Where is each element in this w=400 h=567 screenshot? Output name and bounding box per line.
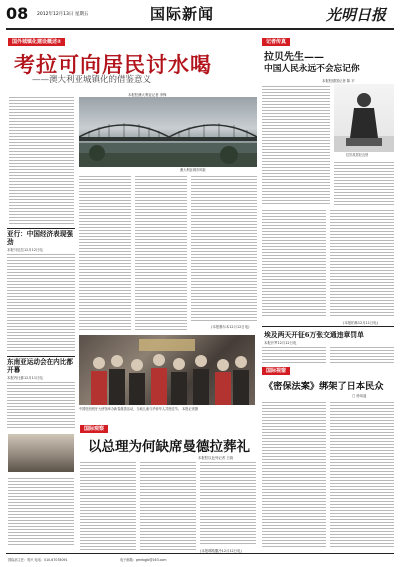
statue-photo-graphic <box>334 84 394 152</box>
brief-1-headline: 亚行：中国经济表现强劲 <box>7 230 73 246</box>
brief-rule <box>7 228 75 229</box>
group-photo-credit: 本报记者摄 <box>182 407 198 411</box>
right-text-col2 <box>334 160 394 206</box>
brief-2-headline: 东南亚运动会在内比都开幕 <box>7 358 73 374</box>
group-photo-graphic <box>79 335 255 405</box>
right-brief-headline: 埃及两天开征6万张交通违章罚单 <box>264 331 364 339</box>
right-brief-text-col1 <box>262 345 326 363</box>
opinion-tag: 国际观察 <box>80 425 108 433</box>
right-byline: 本报驻德国记者 陈 平 <box>322 79 355 83</box>
right-lower-tag: 国际视窗 <box>262 367 290 375</box>
date-line: 2012年12月13日 星期五 <box>37 12 89 17</box>
brief-1-text <box>7 252 75 352</box>
series-tag: 国外城镇化建设概述② <box>8 38 65 46</box>
footer-right: 电子邮箱：gmrbgjb@163.com <box>120 558 167 562</box>
main-photo-caption: 澳大利亚城市风貌 <box>180 168 206 172</box>
brief-2-dateline: 本报内比都12月11日电 <box>7 376 43 380</box>
page-number: 08 <box>6 4 29 23</box>
opinion-jump-note: (本报耶路撒冷12月12日电) <box>200 549 242 553</box>
right-brief-text-col2 <box>330 345 394 363</box>
right-lower-byline: □ 徐凤遥 <box>352 394 367 398</box>
footer-left: 国际部主任：郭兴 电话：010-67078091 <box>8 558 68 562</box>
right-lower-text-col2 <box>330 400 394 548</box>
right-brief-dateline: 本报开罗12月12日电 <box>264 341 297 345</box>
right-text-col1 <box>262 84 330 204</box>
footer-rule <box>6 553 394 554</box>
right-headline-line1: 拉贝先生—— <box>264 52 324 63</box>
group-photo <box>79 335 255 405</box>
main-jump-note: (本报墨尔本12月12日电) <box>211 325 250 329</box>
brief-2 <box>7 356 75 442</box>
bridge-photo-graphic <box>79 97 257 167</box>
brief-2-text <box>7 380 75 430</box>
opinion-text-col1 <box>80 460 136 550</box>
right-text-col3 <box>262 208 326 318</box>
group-photo-caption-text: 中国驻西班牙大使馆举办新春慈善活动，当地儿童与华侨华人共度佳节。 <box>79 407 181 411</box>
right-jump-note: (本报柏林12月11日电) <box>343 321 379 325</box>
paper-name: 光明日报 <box>326 6 387 24</box>
section-title: 国际新闻 <box>150 5 215 23</box>
right-lower-headline: 《密保法案》绑架了日本民众 <box>264 381 384 392</box>
right-lower-text-col1 <box>262 400 326 548</box>
main-text-col2 <box>79 174 131 330</box>
right-photo <box>334 84 394 152</box>
right-tag: 记者传真 <box>262 38 290 46</box>
main-photo <box>79 97 257 167</box>
main-subtitle: ——澳大利亚城镇化的借鉴意义 <box>32 75 152 85</box>
brief-1 <box>7 228 75 354</box>
right-headline-line2: 中国人民永远不会忘记你 <box>264 64 360 74</box>
right-divider <box>262 326 394 327</box>
brief-2-photo <box>8 434 74 472</box>
opinion-text-col3 <box>200 460 256 546</box>
brief-rule <box>7 356 75 357</box>
right-photo-caption: 拉贝故居纪念馆 <box>346 153 369 157</box>
brief-1-dateline: 本报马尼拉12月12日电 <box>7 248 43 252</box>
main-byline: 本报驻澳大利亚记者 李锋 <box>128 93 167 97</box>
main-text-col3 <box>135 174 187 330</box>
main-text-col1 <box>9 95 74 225</box>
main-headline: 考拉可向居民讨水喝 <box>14 52 212 77</box>
masthead <box>0 0 400 31</box>
masthead-rule <box>6 28 394 30</box>
main-text-col4 <box>191 174 257 322</box>
brief-2-text-more <box>8 476 74 546</box>
opinion-byline: 本报驻以色列记者 王晓 <box>198 456 233 460</box>
right-text-col4 <box>330 208 394 318</box>
opinion-headline: 以总理为何缺席曼德拉葬礼 <box>88 439 250 455</box>
opinion-text-col2 <box>140 460 196 550</box>
